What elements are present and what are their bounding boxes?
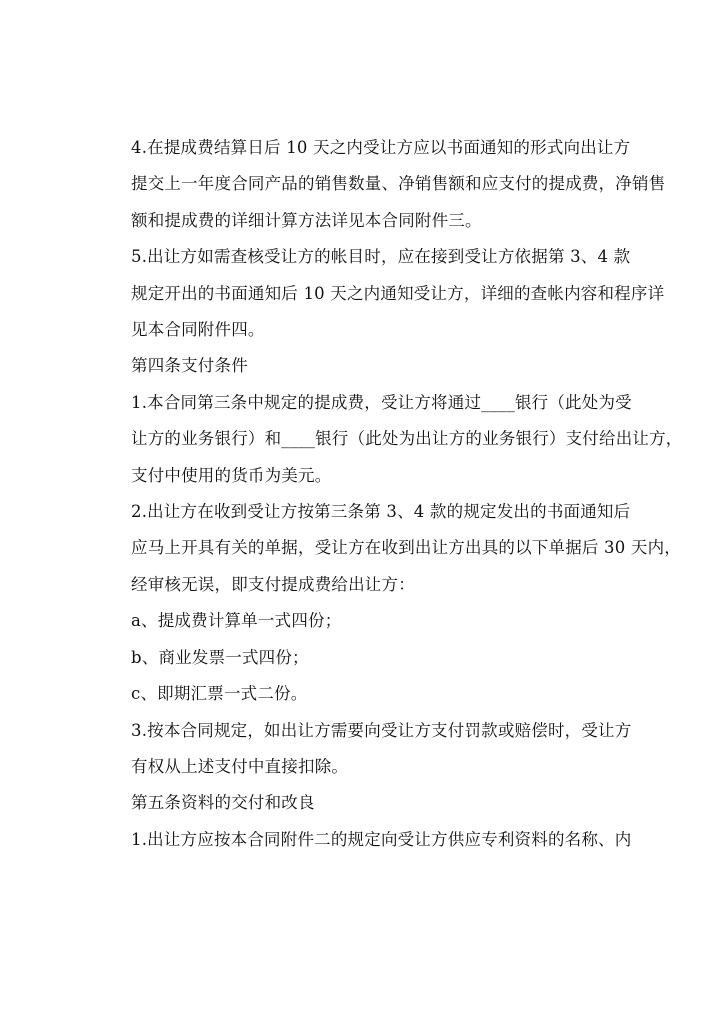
text-line: 见本合同附件四。 [131, 320, 265, 340]
paragraph-clause-4-2 [98, 494, 681, 603]
paragraph-clause-4-1 [98, 385, 683, 494]
text-line: 第四条支付条件 [131, 356, 248, 376]
list-item-a [98, 603, 630, 639]
text-line: a、提成费计算单一式四份； [131, 611, 342, 631]
text-line: c、即期汇票一式二份。 [131, 684, 308, 704]
list-item-b [98, 640, 630, 676]
text-line: 额和提成费的详细计算方法详见本合同附件三。 [131, 210, 482, 230]
text-line: 让方的业务银行）和____银行（此处为出让方的业务银行）支付给出让方， [131, 429, 683, 449]
text-line: 提交上一年度合同产品的销售数量、净销售额和应支付的提成费，净销售 [131, 174, 666, 194]
text-line: 支付中使用的货币为美元。 [131, 465, 332, 485]
text-line: 3.按本合同规定，如出让方需要向受让方支付罚款或赔偿时，受让方 [131, 720, 632, 740]
paragraph-clause-5-1 [98, 822, 630, 858]
paragraph-clause-3-5 [98, 239, 665, 348]
list-item-c [98, 676, 630, 712]
text-line: 应马上开具有关的单据，受让方在收到出让方出具的以下单据后 30 天内， [131, 538, 681, 558]
text-line: 4.在提成费结算日后 10 天之内受让方应以书面通知的形式向出让方 [131, 138, 631, 157]
text-line: 1.本合同第三条中规定的提成费，受让方将通过____银行（此处为受 [131, 392, 632, 412]
document-body [98, 130, 683, 858]
section-heading-article-4 [98, 348, 630, 384]
text-line: b、商业发票一式四份； [131, 647, 309, 667]
paragraph-clause-3-4 [98, 130, 666, 239]
text-line: 1.出让方应按本合同附件二的规定向受让方供应专利资料的名称、内 [131, 829, 632, 849]
paragraph-clause-4-3 [98, 713, 630, 786]
text-line: 有权从上述支付中直接扣除。 [131, 756, 349, 776]
text-line: 2.出让方在收到受让方按第三条第 3、4 款的规定发出的书面通知后 [131, 502, 631, 522]
text-line: 第五条资料的交付和改良 [131, 793, 315, 813]
text-line: 5.出让方如需查核受让方的帐目时，应在接到受让方依据第 3、4 款 [131, 247, 631, 267]
section-heading-article-5 [98, 785, 630, 821]
text-line: 经审核无误，即支付提成费给出让方： [131, 574, 415, 594]
text-line: 规定开出的书面通知后 10 天之内通知受让方，详细的查帐内容和程序详 [131, 283, 665, 303]
